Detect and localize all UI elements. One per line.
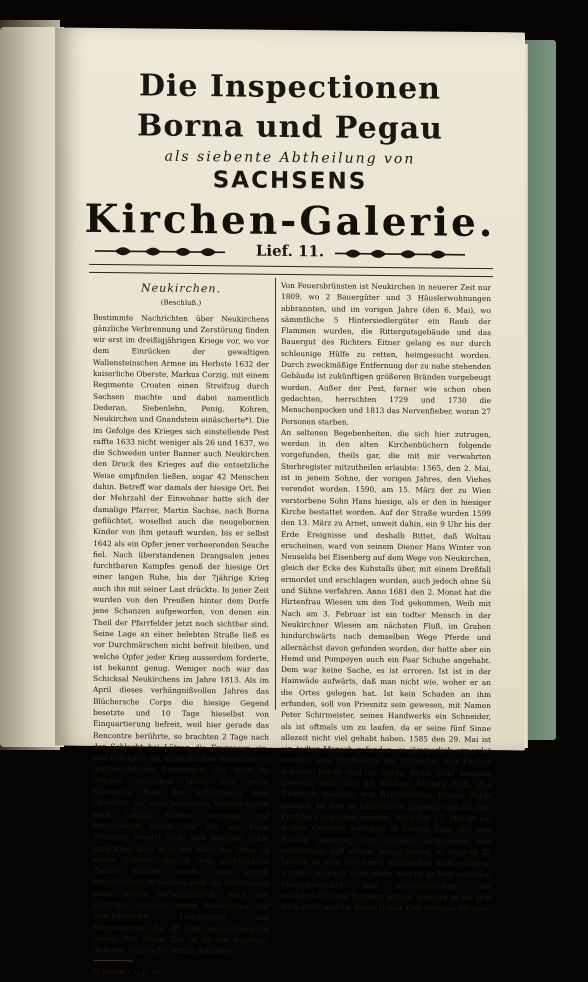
footnote: *) Muller i. c. p. 66. (93, 967, 163, 977)
right-paragraph-2: An seltenen Begebenheiten, die sich hier zutrugen, werden in den alten Kirchenbüchern folgende vorgefunden, theils gar, die mit mir verwahrten Sterbregister mitzutheilen erlaubte: 1565, den 2. Mai, ist in jenem Sohne, der vorigen Jahres, den Viehes verendet worden. 1590, am 15. März der zu Wien verstorbene Sohn Hans hiesige, als er den in hiesiger Kirche bestattet worden. Auf der Straße wurden 1599 den 13. März zu Arnet, unweit dahin, ein 9 Uhr bis der Erde Ereignisse und deshalb Bittet, daß Woltau erscheinen, ward von seinem Diener Hans Winter von Neuselda bei Eisenberg auf dem Wege von Neukirchen, gleich der Ecke des Kuhstalls über, mit einem Dreßfall ermordet und erschlagen worden, auch jedoch ohne Sü und Sühne verfahren. Anno 1681 den 2. Monat hat die Hirtenfrau Wiesen um den Tod gekommen, Weib mit Nach am 3. Februar ist ein todter Mensch in der Neukirchner Wiesen am nächsten Fluß, im Graben hindurchwärts nach demselben Wege Pferde und allernächst davon gefunden worden, der hatte aber ein Hemd und Pompoyen auch ein Paar Schuhe angehabt. Dem war keine Sache, es ist erroren. Ist ist in der Hainwäde aufwärts, daß man nicht wie, woher er an die Ortes gelegen hat. Ist kein Schaden an ihm erfunden, soll von Priesnitz sein gewesen, mit Namen Peter Schirmeister, seines Handwerks ein Schneider, als ist oftmals um zu laufen, da er seine fünf Sinne allezeit nicht viel gehabt haben. 1585 den 29. Mai ist ein todter Mensch gefunden, so jämmerlich ermordet worden, sein Handwerks ein Schneider. Seit Fischer geboren haben und in Borna recht wohl bekannt gewesen sein. Hat an Michael Müllers Holz, das Uhlerholz genannt, von Bartholomäus Eitners Felde gelegen. Ist dem im Leibzeichen abgelegt und auf dem Kirchhofe begraben worden. 1605 den 27. Mai ist ein großes Gewitter, nachdem es zweien Tage und zwo Nächte geregnet, von solchem aufgelaufen und ersprungen, daß etliche gesagt haben, es wäre in 25 Jahren, so weit ihre Leute dergleichen nicht erfahren worden, wodurch nicht allein, was es an Heu gefunden überschwemmet und erschrecklichen und unübersichtlichen Schaden gethan, sondern es hat sich auch unter andern dieser Unfall, Gott erbarme es! also (281, 427, 491, 914)
issue-label: Lief. 11. (255, 241, 325, 261)
section-subheading: (Beschluß.) (160, 298, 202, 308)
title-line-5: Kirchen-Galerie. (84, 195, 496, 247)
column-separator (275, 278, 276, 710)
left-text-column (93, 278, 269, 977)
title-line-1: Die Inspectionen (139, 68, 441, 107)
title-line-4: SACHSENS (212, 167, 368, 195)
left-paragraph: Bestimmte Nachrichten über Neukirchens gänzliche Verbrennung und Zerstörung finden wir erst im dreißigjährigen Kriege vor, wo vor dem Einrücken der gewaltigen Wallensteinschen Armee im Herbste 1632 der kaiserliche Oberste, Markus Corzig, mit einem Regimente Croaten einen Streifzug durch Sachsen machte und dabei namentlich Dederan, Siebenlehn, Penig, Kohren, Neukirchen und Gnandstein einäscherte*). Die im Gefolge des Krieges sich einstellende Pest raffte 1633 nicht weniger als 26 und 1637, wo die Schweden unter Banner auch Neukirchen den Druck des Krieges auf die entsetzliche Weise empfinden ließen, sogar 42 Menschen dahin. Betreff war damals der hiesige Ort. Bei der Mehrzahl der Einwohner hatte sich der damalige Pfarrer, Martin Sachse, nach Borna geflüchtet, woselbst auch die neugebornen Kinder von ihm getauft wurden, bis er selbst 1642 als ein Opfer jener verheerenden Seuche fiel. Nach überstandenen Drangsalen jenes furchtbaren Kampfes genoß der hiesige Ort einer langen Ruhe, bis der 7jährige Krieg auch ihn mit seiner Last drückte. In jener Zeit wurden von den Preußen hinter dem Dorfe jene Schanzen aufgeworfen, von denen ein Theil der Pfarrfelder jetzt noch sichtbar sind. Seine Lage an einer belebten Straße ließ es vor Durchmärschen nicht befreit bleiben, und welche Opfer jeder Krieg ausserdem forderte, ist bekannt genug. Weniger noch war das Schicksal Neukirchens im Jahre 1813. Als im April dieses verhängnißvollen Jahres das Blüchersche Corps die hiesige Gegend besetzte und 10 Tage hieselbst von Einquartierung befreit, weil hier gerade das Rencontre berührte, so brachten 2 Tage nach der Schlacht bei Lützen die Franzosen ein, und nöthigten die unglücklichen Bewohner zu ungewöhnlichen Leistungen. Als denn im October desselben Jahres das große böhmische Heer der Verbündeten über Chemnitz zur entscheidenden Völkerschlacht nach Leipzig Ebenen vorzrang und Poniatowskis Corps, der mit von Peter Frohburg besetzt hielt, sich langsam dahin zurückzog, kam es in der Nähe des Ortes zu einem Gefecht, und in dem nachbarliche Zeitlitz heftiger wurde, ohne jedoch entscheidend zu werden oder die Verwüstung eines Dorfes herbeizuführen. Nach der Leipziger Schlacht traten Neukirchen nur Durchmärsche, Lieferungen und Requisitionen, die oft sehr unerschwinglich waren. Seit dieser Zeit ist es von fremdem, lästigem Zuspruche befreit geblieben. (93, 312, 269, 956)
title-line-2: Borna und Pegau (137, 108, 443, 147)
book-page (55, 28, 525, 977)
header-rule-top (89, 264, 493, 269)
ornament-left-icon (95, 244, 225, 259)
footnote-rule (93, 959, 133, 960)
section-heading: Neukirchen. (141, 281, 221, 296)
header-rule-bottom (89, 272, 493, 277)
title-line-3: als siebente Abtheilung von (164, 148, 416, 168)
ornament-right-icon (335, 246, 465, 261)
right-text-column (281, 280, 491, 914)
right-paragraph-1: Von Feuersbrünsten ist Neukirchen in neuerer Zeit nur 1809, wo 2 Bauergüter und 3 Häuslerwohnungen abbrannten, und im vorigen Jahre (den 6. Mai), wo sämmtliche 5 Hintersiedlergüter ein Raub der Flammen wurden, die Rittergutsgebäude und das Bauergut des Richters Eitner gelang es nur durch schleunige Hülfe zu retten, heimgesucht worden. Durch zweckmäßige Entfernung der zu nahe stehenden Gebäude ist zukünftigen größeren Bränden vorgebeugt worden. Außer der Pest, ferner wie schon oben gedachten, herrschten 1729 und 1730 die Menschenpocken und 1813 das Nervenfieber, woran 27 Personen starben. (281, 280, 491, 427)
